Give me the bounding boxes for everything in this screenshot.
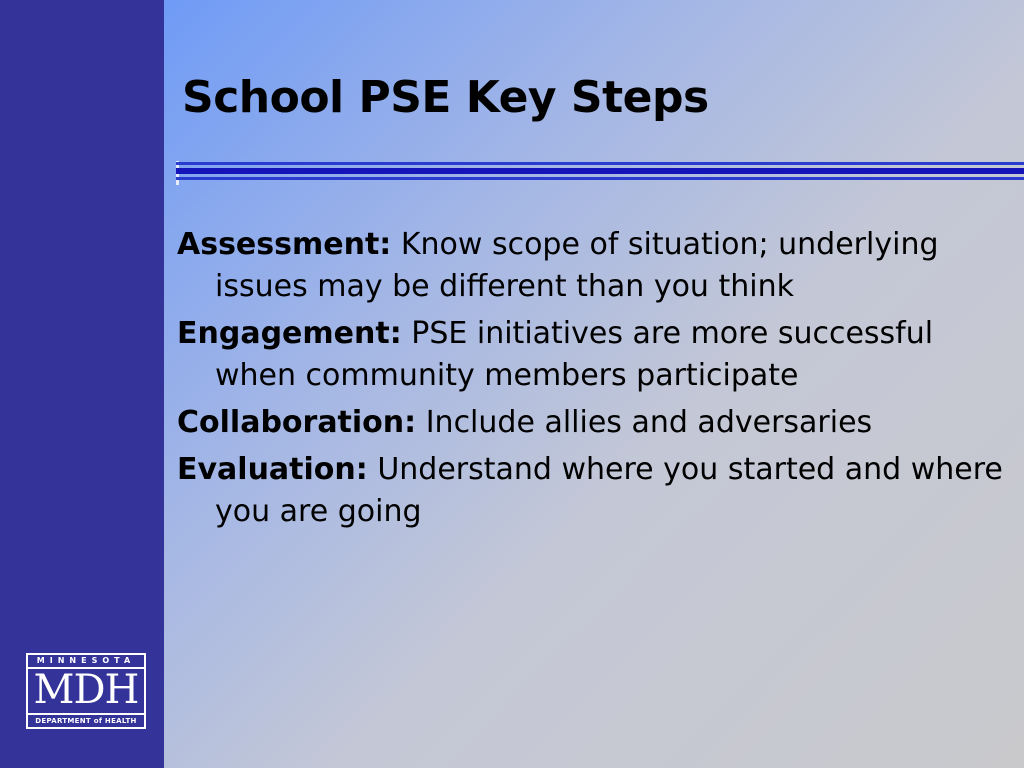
divider-line-top xyxy=(176,162,1024,165)
item-term: Evaluation: xyxy=(177,452,368,487)
list-item-collaboration xyxy=(177,402,1007,444)
item-text: Know scope of situation; underlying issues may be different than you think xyxy=(215,227,939,304)
item-text: Understand where you started and where you are going xyxy=(215,452,1003,529)
list-item-assessment xyxy=(177,224,1007,308)
item-term: Collaboration: xyxy=(177,405,417,440)
item-term: Assessment: xyxy=(177,227,392,262)
logo-wordmark: MDH xyxy=(33,667,139,713)
mdh-logo xyxy=(26,653,146,729)
logo-state-text: MINNESOTA xyxy=(28,655,144,669)
item-text: Include allies and adversaries xyxy=(425,405,873,440)
item-term: Engagement: xyxy=(177,316,402,351)
key-steps-list xyxy=(177,224,1007,538)
logo-department-text: DEPARTMENT of HEALTH xyxy=(28,713,144,727)
divider-line-middle xyxy=(176,168,1024,174)
item-text: PSE initiatives are more successful when community members participate xyxy=(215,316,934,393)
divider-line-bottom xyxy=(176,177,1024,180)
title-divider xyxy=(176,161,1024,185)
slide-title: School PSE Key Steps xyxy=(182,72,709,123)
list-item-engagement xyxy=(177,313,1007,397)
list-item-evaluation xyxy=(177,449,1007,533)
